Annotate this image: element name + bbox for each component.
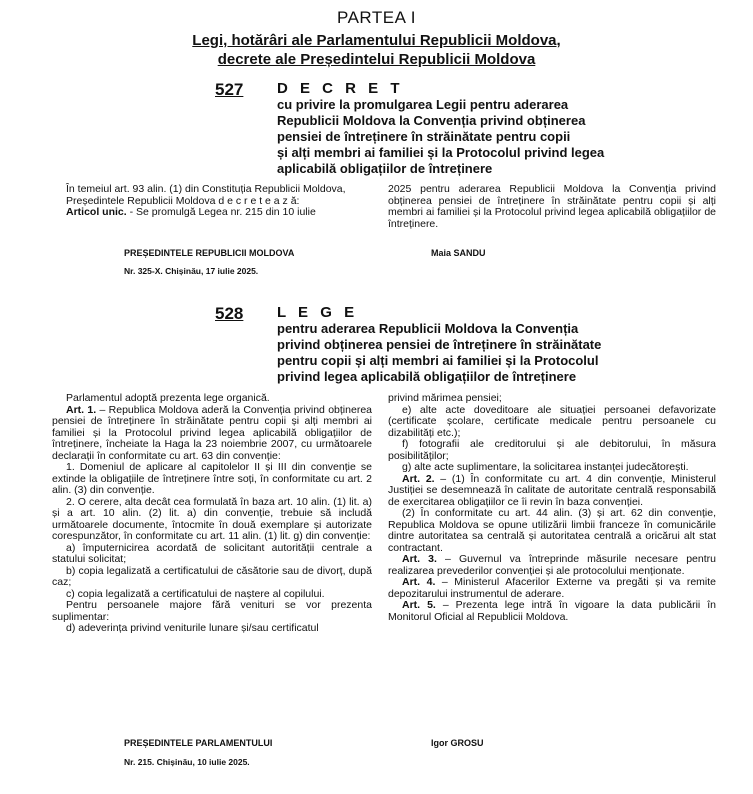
lege-paragraph: g) alte acte suplimentare, la solicitarea instanței judecătorești. <box>402 461 689 473</box>
lege-paragraph: 1. Domeniul de aplicare al capitolelor II și III din convenție se extinde la obligațiile de întreținere între soți, în conformitate cu art. 2 alin. (3) din convenție. <box>52 461 372 496</box>
decret-title-line: cu privire la promulgarea Legii pentru aderarea <box>277 97 569 112</box>
decret-title-line: pensiei de întreținere în străinătate pentru copii <box>277 129 571 144</box>
article-label: Art. 5. <box>402 599 436 611</box>
decret-date-line: Nr. 325-X. Chișinău, 17 iulie 2025. <box>124 266 259 276</box>
lege-paragraph: d) adeverința privind veniturile lunare și/sau certificatul <box>66 622 319 634</box>
article-text: – (1) În conformitate cu art. 4 din convenție, Ministerul Justiției se desemnează în calitate de autoritate centrală responsabilă de exercitarea obligațiilor ce îi revin în baza convenției. <box>388 472 716 508</box>
lege-signer-name: Igor GROSU <box>431 738 484 748</box>
decret-right-column <box>388 184 716 230</box>
decret-title <box>277 97 697 177</box>
lege-paragraph: b) copia legalizată a certificatului de căsătorie sau de divorț, după caz; <box>52 564 372 588</box>
lege-signer-title: PREȘEDINTELE PARLAMENTULUI <box>124 738 273 748</box>
decret-title-line: și alți membri ai familiei și la Protocolul privind legea <box>277 145 605 160</box>
decret-left-column <box>52 184 392 219</box>
lege-article <box>388 600 716 623</box>
article-label: Art. 2. <box>402 472 435 485</box>
lege-title-line: pentru copii și alți membri ai familiei și la Protocolul <box>277 353 599 368</box>
decret-signer-name: Maia SANDU <box>431 248 486 258</box>
article-label: Art. 4. <box>402 576 436 588</box>
lege-paragraph: 2. O cerere, alta decât cea formulată în baza art. 10 alin. (1) lit. a) și a art. 10 alin. (2) lit. a) din convenție, trebuie să includă următoarele documente, întocmite în două exemplare și autorizate corespunzător, în conformitate cu art. 11 alin. (1) lit. g) din convenție: <box>52 495 372 542</box>
section-heading-line2: decrete ale Președintelui Republicii Moldova <box>217 51 536 68</box>
lege-right-column <box>388 393 716 623</box>
lege-title <box>277 321 717 385</box>
lege-paragraph: privind mărimea pensiei; <box>388 392 502 404</box>
lege-article <box>52 405 372 463</box>
decret-text: d e c r e t e a z ă: <box>218 194 300 207</box>
lege-title-line: privind legea aplicabilă obligațiilor de întreținere <box>277 369 577 384</box>
lege-article <box>388 474 716 509</box>
lege-article <box>388 554 716 577</box>
lege-paragraph: f) fotografii ale creditorului și ale debitorului, în măsura posibilităților; <box>388 438 716 462</box>
article-text: – Republica Moldova aderă la Convenția privind obținerea pensiei de întreținere în străinătate pentru copii și alți membri ai familiei și la Protocolul privind legea aplicabilă obligațiilor de întreținere, încheiate la Haga la 23 noiembrie 2007, cu următoarele declarații în conformitate cu art. 63 din convenție: <box>52 403 372 462</box>
decret-title-line: Republicii Moldova la Convenția privind obținerea <box>277 113 586 128</box>
lege-paragraph: c) copia legalizată a certificatului de naștere al copilului. <box>66 587 325 600</box>
lege-number: 528 <box>215 304 244 323</box>
article-label: Art. 1. <box>66 403 97 416</box>
decret-article <box>52 207 392 219</box>
article-text: – Guvernul va întreprinde măsurile necesare pentru realizarea prevederilor convenției și ale protocolului menționate. <box>388 553 716 577</box>
section-heading-line1: Legi, hotărâri ale Parlamentului Republicii Moldova, <box>192 32 561 49</box>
lege-paragraph: Parlamentul adoptă prezenta lege organică. <box>66 392 270 404</box>
article-text: – Prezenta lege intră în vigoare la data publicării în Monitorul Oficial al Republicii Moldova. <box>388 599 716 623</box>
section-heading <box>0 31 753 69</box>
lege-article <box>388 577 716 600</box>
article-text: – Ministerul Afacerilor Externe va pregăti și va remite depozitarului instrumentul de aderare. <box>388 576 716 600</box>
decret-paragraph: În temeiul art. 93 alin. (1) din Constituția Republicii Moldova, <box>66 183 346 195</box>
lege-title-line: privind obținerea pensiei de întreținere în străinătate <box>277 337 602 352</box>
lege-title-line: pentru aderarea Republicii Moldova la Convenția <box>277 321 579 336</box>
article-label: Articol unic. <box>66 206 127 218</box>
lege-left-column <box>52 393 372 635</box>
lege-kind: L E G E <box>277 304 359 321</box>
article-text: - Se promulgă Legea nr. 215 din 10 iulie <box>126 206 316 218</box>
decret-signer-title: PREȘEDINTELE REPUBLICII MOLDOVA <box>124 248 295 258</box>
lege-paragraph: a) împuternicirea acordată de solicitant autorității centrale a statului solicitat; <box>52 541 372 565</box>
lege-date-line: Nr. 215. Chișinău, 10 iulie 2025. <box>124 757 250 767</box>
decret-number: 527 <box>215 80 244 99</box>
decret-paragraph: 2025 pentru aderarea Republicii Moldova la Convenția privind obținerea pensiei de întreținere în străinătate pentru copii și alți membri ai familiei și la Protocolul privind legea aplicabilă obligațiilor de întreținere. <box>388 183 716 230</box>
lege-paragraph: e) alte acte doveditoare ale situației persoanei defavorizate (certificate școlare, certificate medicale pentru persoanele cu dizabilități etc.); <box>388 403 716 439</box>
decret-text: Președintele Republicii Moldova <box>66 194 219 207</box>
decret-kind: D E C R E T <box>277 80 404 97</box>
article-label: Art. 3. <box>402 553 437 565</box>
partea-heading: PARTEA I <box>337 8 416 27</box>
lege-paragraph: Pentru persoanele majore fără venituri se vor prezenta suplimentar: <box>52 599 372 623</box>
lege-paragraph: (2) În conformitate cu art. 44 alin. (3) și art. 62 din convenție, Republica Moldova se opune utilizării limbii franceze în comunicările dintre autoritatea sa centrală și autoritatea centrală a oricărui alt stat contractant. <box>388 507 716 554</box>
decret-title-line: aplicabilă obligațiilor de întreținere <box>277 161 493 176</box>
